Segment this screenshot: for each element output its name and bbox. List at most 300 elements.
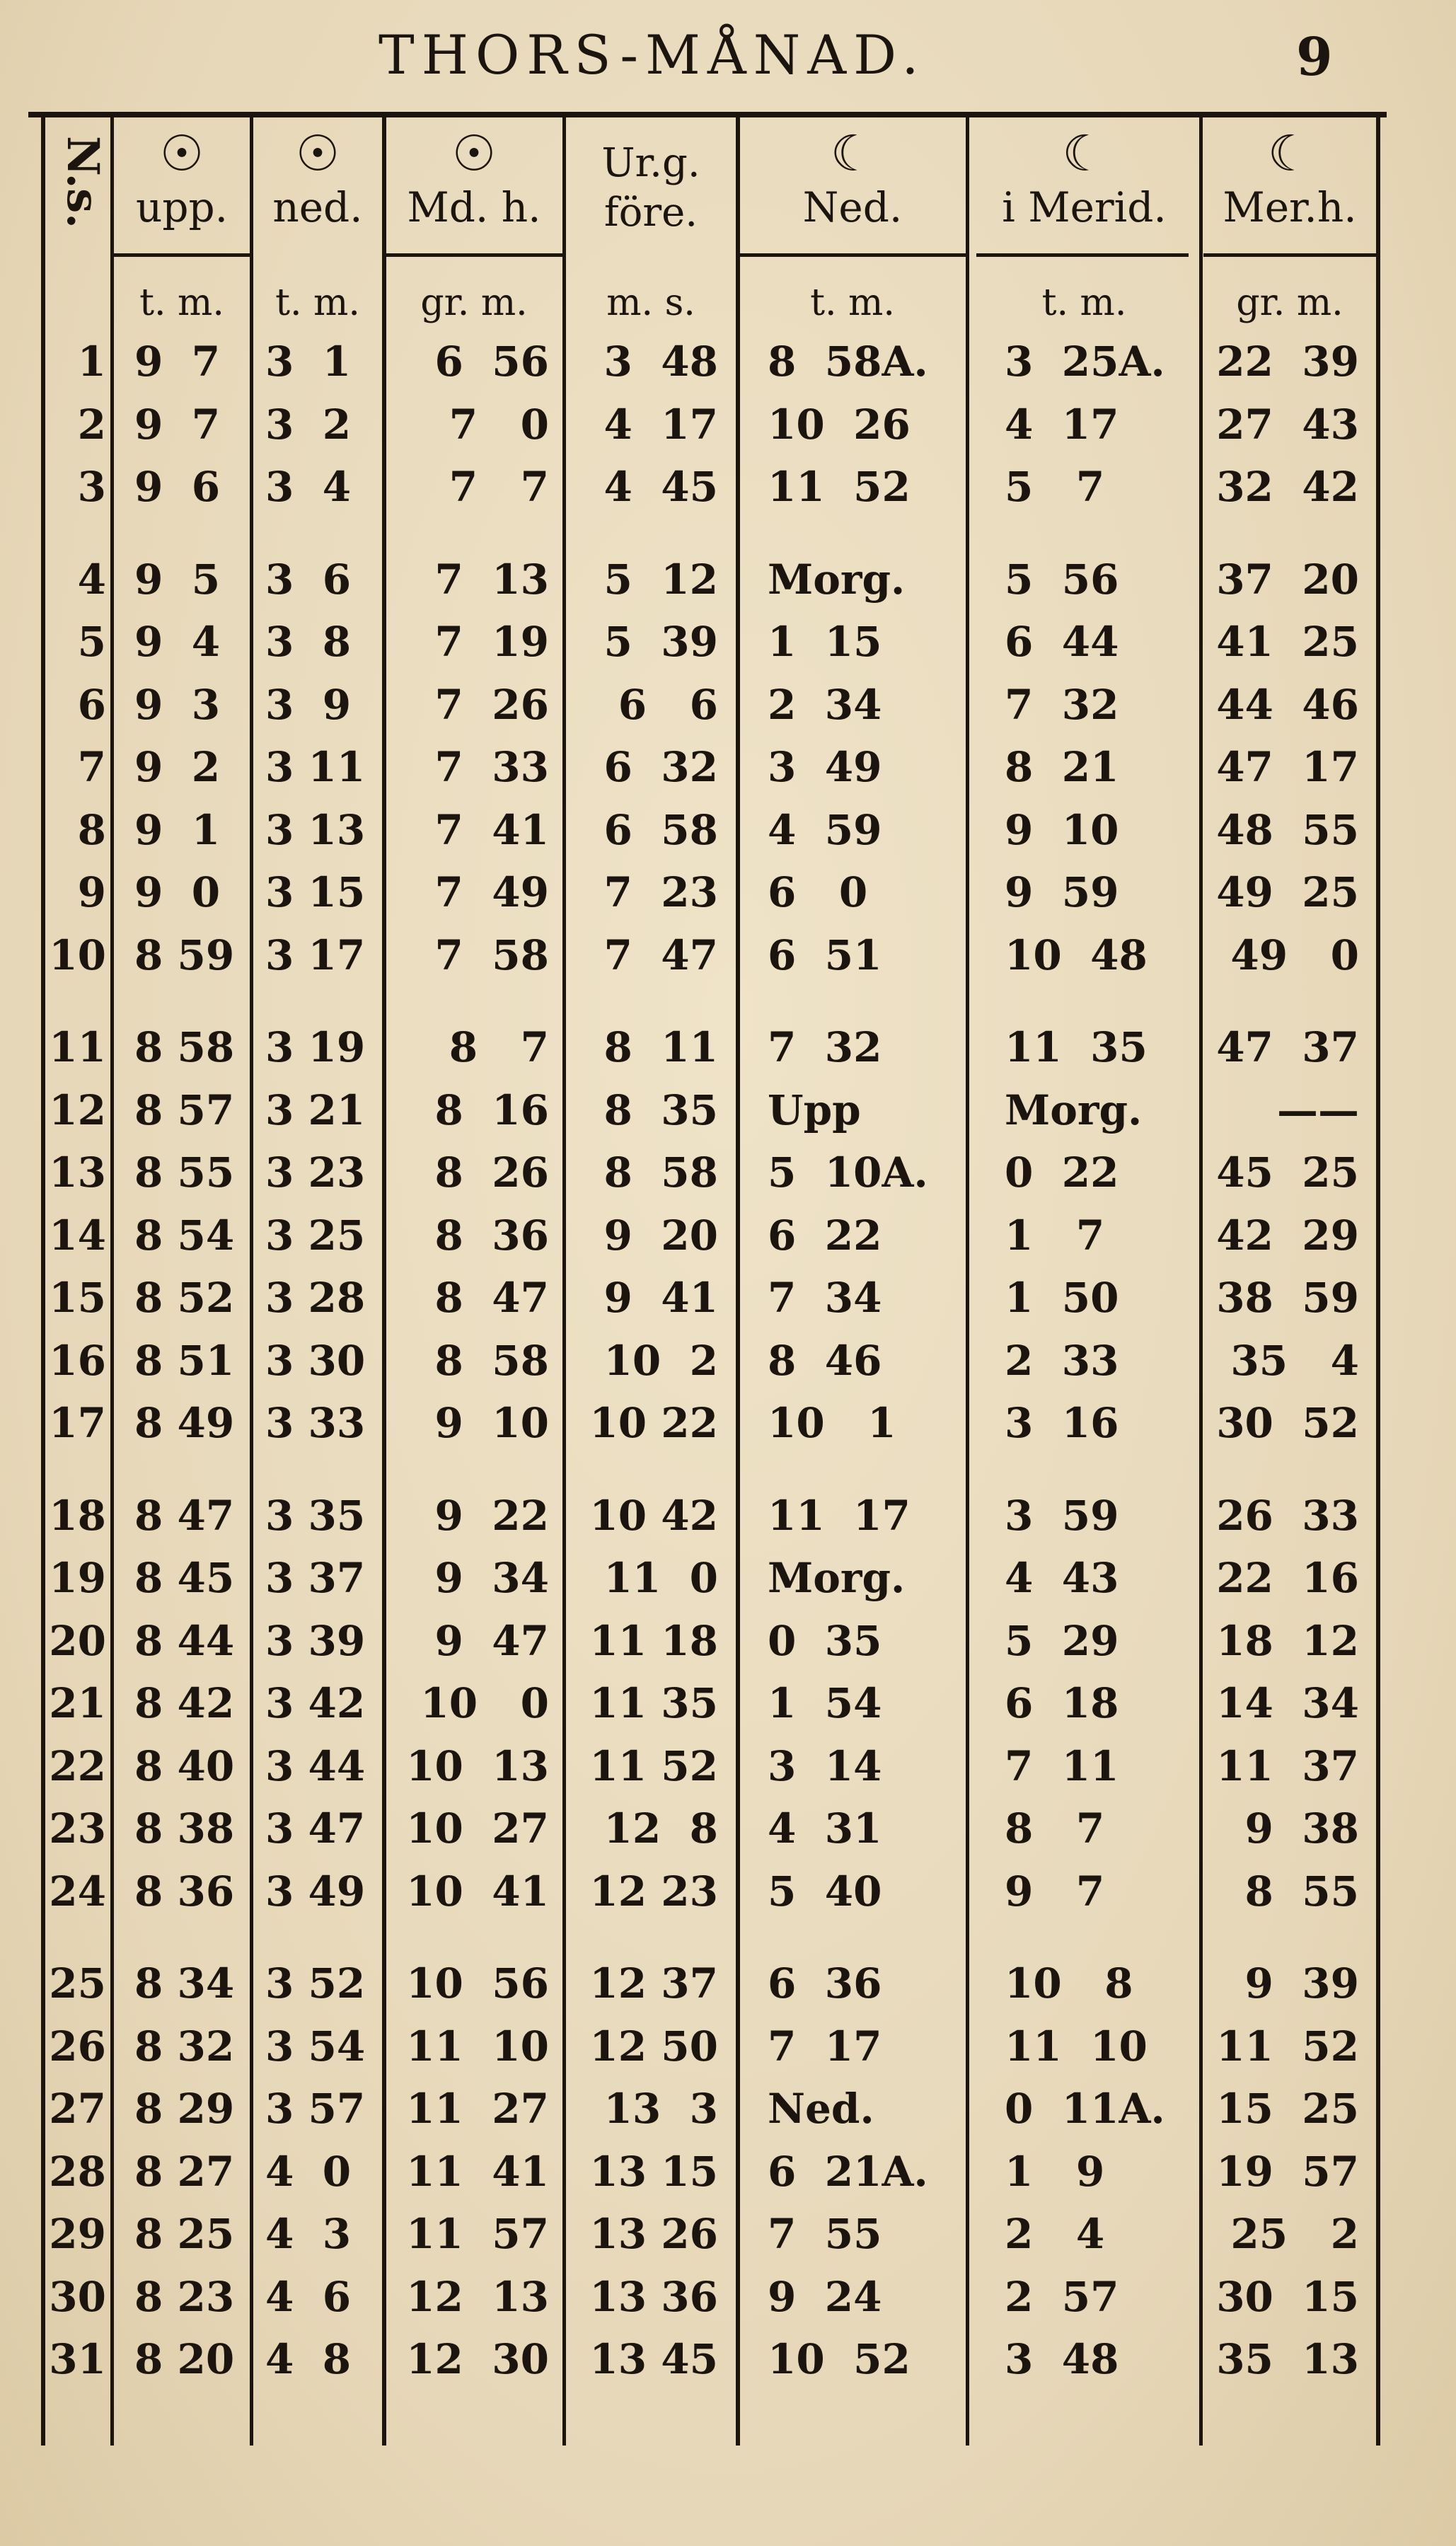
day-number: 14 — [49, 1211, 106, 1260]
table-cell: 30 52 — [1216, 1399, 1359, 1447]
table-cell: 9 4 — [134, 618, 221, 666]
table-cell: 8 25 — [134, 2210, 235, 2258]
col-header-moon-meridian: i Merid. — [1002, 183, 1167, 231]
table-cell: 9 10 — [1005, 805, 1119, 854]
table-cell: 5 39 — [603, 618, 718, 666]
table-cell: 8 7 — [1005, 1804, 1105, 1853]
table-cell: 5 29 — [1005, 1616, 1119, 1665]
table-cell: 5 10A. — [768, 1148, 928, 1197]
table-cell: 32 42 — [1216, 463, 1359, 511]
table-cell: 3 25 — [265, 1211, 366, 1260]
table-cell: 9 10 — [434, 1399, 549, 1447]
col-header-moon-altitude: Mer.h. — [1223, 183, 1357, 231]
table-cell: 7 13 — [434, 555, 549, 604]
table-cell: 8 38 — [134, 1804, 235, 1853]
table-cell: 35 4 — [1230, 1336, 1359, 1385]
table-cell: 47 37 — [1216, 1023, 1359, 1071]
table-cell: 13 3 — [603, 2085, 718, 2133]
table-cell: 1 54 — [768, 1679, 882, 1727]
table-cell: 37 20 — [1216, 555, 1359, 604]
table-cell: 3 37 — [265, 1554, 366, 1602]
table-cell: 4 45 — [603, 463, 718, 511]
table-cell: 10 22 — [589, 1399, 718, 1447]
table-cell: 11 35 — [1005, 1023, 1148, 1071]
table-cell: 3 13 — [265, 805, 366, 854]
table-cell: 6 51 — [768, 931, 882, 979]
table-cell: 10 52 — [768, 2335, 911, 2383]
table-cell: 11 0 — [603, 1554, 718, 1602]
table-cell: 8 36 — [134, 1867, 235, 1916]
table-row — [0, 1799, 1456, 1856]
table-cell: Upp — [768, 1085, 861, 1134]
table-cell: 8 20 — [134, 2335, 235, 2383]
table-row — [0, 1144, 1456, 1200]
table-cell: 10 2 — [603, 1336, 718, 1385]
day-number: 2 — [77, 400, 106, 449]
table-row — [0, 1394, 1456, 1451]
col-header-sunrise: upp. — [135, 183, 229, 231]
table-cell: 2 34 — [768, 680, 882, 729]
table-cell: 12 37 — [589, 1959, 718, 2008]
table-cell: 6 36 — [768, 1959, 882, 2008]
table-cell: 1 9 — [1005, 2147, 1105, 2196]
table-cell: 11 17 — [768, 1491, 911, 1540]
table-cell: 7 17 — [768, 2022, 882, 2070]
table-cell: 8 27 — [134, 2147, 235, 2196]
table-cell: 3 4 — [265, 463, 352, 511]
table-row — [0, 2080, 1456, 2136]
table-cell: 7 19 — [434, 618, 549, 666]
table-cell: 4 59 — [768, 805, 882, 854]
table-cell: 22 39 — [1216, 338, 1359, 386]
table-cell: 38 59 — [1216, 1274, 1359, 1322]
table-cell: 11 37 — [1216, 1741, 1359, 1790]
table-cell: 35 13 — [1216, 2335, 1359, 2383]
table-cell: 2 57 — [1005, 2272, 1119, 2321]
col-header-ns: N.s. — [57, 136, 109, 229]
table-cell: —— — [1277, 1085, 1359, 1134]
col-header-sun-altitude: Md. h. — [407, 183, 541, 231]
table-cell: 3 16 — [1005, 1399, 1119, 1447]
table-cell: 8 44 — [134, 1616, 235, 1665]
table-cell: 12 23 — [589, 1867, 718, 1916]
table-cell: 9 38 — [1244, 1804, 1359, 1853]
table-cell: 8 21 — [1005, 743, 1119, 791]
table-cell: 3 14 — [768, 1741, 882, 1790]
table-row — [0, 1206, 1456, 1263]
unit-clock: m. s. — [606, 282, 695, 324]
table-cell: 8 47 — [134, 1491, 235, 1540]
table-cell: 9 24 — [768, 2272, 882, 2321]
table-cell: 3 48 — [1005, 2335, 1119, 2383]
table-cell: 12 30 — [406, 2335, 549, 2383]
table-cell: 8 46 — [768, 1336, 882, 1385]
table-cell: 13 36 — [589, 2272, 718, 2321]
day-number: 4 — [77, 555, 106, 604]
table-cell: 7 58 — [434, 931, 549, 979]
table-cell: 8 47 — [434, 1274, 549, 1322]
table-cell: 3 59 — [1005, 1491, 1119, 1540]
table-cell: 3 48 — [603, 338, 718, 386]
table-row — [0, 333, 1456, 389]
day-number: 8 — [77, 805, 106, 854]
table-cell: 3 35 — [265, 1491, 366, 1540]
col-header-moonset: Ned. — [802, 183, 903, 231]
table-cell: 8 52 — [134, 1274, 235, 1322]
table-cell: 6 21A. — [768, 2147, 928, 2196]
table-cell: 9 41 — [603, 1274, 718, 1322]
table-cell: 8 55 — [1244, 1867, 1359, 1916]
table-cell: 4 6 — [265, 2272, 352, 2321]
table-row — [0, 1332, 1456, 1388]
page-number: 9 — [1296, 27, 1333, 88]
table-cell: 3 11 — [265, 743, 366, 791]
sun-altitude-icon: ☉ — [451, 125, 497, 183]
table-cell: 9 47 — [434, 1616, 549, 1665]
day-number: 7 — [77, 743, 106, 791]
table-cell: 8 45 — [134, 1554, 235, 1602]
table-cell: 42 29 — [1216, 1211, 1359, 1260]
day-number: 16 — [49, 1336, 106, 1385]
table-cell: Morg. — [1005, 1085, 1143, 1134]
sun-set-icon: ☉ — [295, 125, 340, 183]
table-cell: 3 42 — [265, 1679, 366, 1727]
day-number: 6 — [77, 680, 106, 729]
table-row — [0, 738, 1456, 795]
table-cell: 5 12 — [603, 555, 718, 604]
table-cell: Morg. — [768, 555, 906, 604]
day-number: 26 — [49, 2022, 106, 2070]
table-cell: 25 2 — [1230, 2210, 1359, 2258]
table-cell: 3 39 — [265, 1616, 366, 1665]
table-row — [0, 551, 1456, 607]
day-number: 30 — [49, 2272, 106, 2321]
table-row — [0, 1081, 1456, 1138]
table-cell: 6 56 — [434, 338, 549, 386]
table-cell: 9 39 — [1244, 1959, 1359, 2008]
table-cell: 8 58A. — [768, 338, 928, 386]
table-cell: 6 22 — [768, 1211, 882, 1260]
table-cell: 10 0 — [420, 1679, 549, 1727]
day-number: 24 — [49, 1867, 106, 1916]
table-cell: 8 49 — [134, 1399, 235, 1447]
day-number: 3 — [77, 463, 106, 511]
table-cell: 4 8 — [265, 2335, 352, 2383]
table-cell: 7 41 — [434, 805, 549, 854]
day-number: 1 — [77, 338, 106, 386]
table-cell: 8 7 — [449, 1023, 549, 1071]
table-cell: 11 52 — [768, 463, 911, 511]
table-row — [0, 1862, 1456, 1919]
day-number: 27 — [49, 2085, 106, 2133]
table-cell: 4 3 — [265, 2210, 352, 2258]
table-cell: 7 33 — [434, 743, 549, 791]
table-cell: 3 54 — [265, 2022, 366, 2070]
table-cell: 9 7 — [134, 400, 221, 449]
table-cell: 7 32 — [768, 1023, 882, 1071]
table-cell: 0 11A. — [1005, 2085, 1165, 2133]
table-cell: 5 56 — [1005, 555, 1119, 604]
table-row — [0, 2330, 1456, 2387]
moon-meridian-icon: ☾ — [1062, 125, 1107, 183]
table-cell: 4 0 — [265, 2147, 352, 2196]
day-number: 29 — [49, 2210, 106, 2258]
table-cell: 6 58 — [603, 805, 718, 854]
table-cell: 11 18 — [589, 1616, 718, 1665]
table-cell: 11 57 — [406, 2210, 549, 2258]
table-cell: 10 41 — [406, 1867, 549, 1916]
table-cell: 1 7 — [1005, 1211, 1105, 1260]
table-cell: 12 13 — [406, 2272, 549, 2321]
table-cell: 8 58 — [434, 1336, 549, 1385]
table-cell: 6 32 — [603, 743, 718, 791]
table-cell: 8 34 — [134, 1959, 235, 2008]
table-cell: 3 21 — [265, 1085, 366, 1134]
table-row — [0, 1269, 1456, 1325]
day-number: 21 — [49, 1679, 106, 1727]
day-number: 25 — [49, 1959, 106, 2008]
table-cell: 9 22 — [434, 1491, 549, 1540]
table-cell: 8 42 — [134, 1679, 235, 1727]
day-number: 20 — [49, 1616, 106, 1665]
table-cell: 8 32 — [134, 2022, 235, 2070]
table-cell: 13 15 — [589, 2147, 718, 2196]
table-cell: 3 23 — [265, 1148, 366, 1197]
table-cell: 8 11 — [603, 1023, 718, 1071]
table-cell: Ned. — [768, 2085, 874, 2133]
table-row — [0, 863, 1456, 920]
table-cell: 3 9 — [265, 680, 352, 729]
table-cell: 13 26 — [589, 2210, 718, 2258]
table-row — [0, 2205, 1456, 2262]
table-cell: 3 15 — [265, 868, 366, 916]
col-header-sunset: ned. — [272, 183, 363, 231]
unit-sunrise: t. m. — [139, 282, 224, 324]
table-cell: 14 34 — [1216, 1679, 1359, 1727]
table-row — [0, 1954, 1456, 2011]
table-cell: 8 29 — [134, 2085, 235, 2133]
table-cell: 18 12 — [1216, 1616, 1359, 1665]
table-cell: 3 57 — [265, 2085, 366, 2133]
table-row — [0, 2017, 1456, 2074]
table-cell: 3 52 — [265, 1959, 366, 2008]
table-cell: 8 58 — [603, 1148, 718, 1197]
table-cell: 49 25 — [1216, 868, 1359, 916]
table-cell: 1 50 — [1005, 1274, 1119, 1322]
table-cell: 2 33 — [1005, 1336, 1119, 1385]
table-cell: 7 32 — [1005, 680, 1119, 729]
table-cell: 9 1 — [134, 805, 221, 854]
table-cell: 8 57 — [134, 1085, 235, 1134]
day-number: 5 — [77, 618, 106, 666]
table-cell: 8 40 — [134, 1741, 235, 1790]
table-cell: 47 17 — [1216, 743, 1359, 791]
table-row — [0, 926, 1456, 983]
table-cell: 0 35 — [768, 1616, 882, 1665]
table-cell: 11 35 — [589, 1679, 718, 1727]
col-header-clock: Ur.g. före. — [601, 140, 700, 236]
table-cell: 7 49 — [434, 868, 549, 916]
table-cell: 7 47 — [603, 931, 718, 979]
table-cell: 6 18 — [1005, 1679, 1119, 1727]
table-cell: 9 3 — [134, 680, 221, 729]
table-cell: 3 30 — [265, 1336, 366, 1385]
table-cell: 11 52 — [1216, 2022, 1359, 2070]
table-cell: 6 6 — [618, 680, 718, 729]
table-cell: 4 17 — [1005, 400, 1119, 449]
table-cell: 4 43 — [1005, 1554, 1119, 1602]
moon-set-icon: ☾ — [830, 125, 875, 183]
table-cell: 8 59 — [134, 931, 235, 979]
table-cell: 3 1 — [265, 338, 352, 386]
unit-sun-altitude: gr. m. — [420, 282, 528, 324]
table-cell: 48 55 — [1216, 805, 1359, 854]
table-cell: 41 25 — [1216, 618, 1359, 666]
table-cell: 10 1 — [768, 1399, 896, 1447]
table-row — [0, 2268, 1456, 2325]
table-cell: 7 34 — [768, 1274, 882, 1322]
table-cell: 3 28 — [265, 1274, 366, 1322]
table-cell: 8 36 — [434, 1211, 549, 1260]
table-row — [0, 1549, 1456, 1606]
table-cell: 9 7 — [1005, 1867, 1105, 1916]
table-cell: 12 50 — [589, 2022, 718, 2070]
table-cell: 12 8 — [603, 1804, 718, 1853]
table-cell: 9 59 — [1005, 868, 1119, 916]
table-row — [0, 2143, 1456, 2199]
table-row — [0, 676, 1456, 732]
table-cell: 9 5 — [134, 555, 221, 604]
table-cell: 10 8 — [1005, 1959, 1133, 2008]
table-cell: 13 45 — [589, 2335, 718, 2383]
table-row — [0, 1018, 1456, 1075]
table-cell: 5 40 — [768, 1867, 882, 1916]
table-cell: 10 13 — [406, 1741, 549, 1790]
day-number: 12 — [49, 1085, 106, 1134]
table-cell: 7 26 — [434, 680, 549, 729]
table-cell: 15 25 — [1216, 2085, 1359, 2133]
table-cell: 10 48 — [1005, 931, 1148, 979]
table-cell: 10 42 — [589, 1491, 718, 1540]
table-cell: 44 46 — [1216, 680, 1359, 729]
table-cell: 5 7 — [1005, 463, 1105, 511]
table-cell: 9 0 — [134, 868, 221, 916]
table-cell: 3 25A. — [1005, 338, 1165, 386]
table-cell: 1 15 — [768, 618, 882, 666]
table-cell: 0 22 — [1005, 1148, 1119, 1197]
unit-moon-altitude: gr. m. — [1236, 282, 1344, 324]
table-cell: 9 7 — [134, 338, 221, 386]
table-row — [0, 1674, 1456, 1731]
table-cell: 8 35 — [603, 1085, 718, 1134]
table-cell: 7 0 — [449, 400, 549, 449]
day-number: 31 — [49, 2335, 106, 2383]
day-number: 13 — [49, 1148, 106, 1197]
table-cell: 22 16 — [1216, 1554, 1359, 1602]
table-cell: 3 33 — [265, 1399, 366, 1447]
table-cell: 11 52 — [589, 1741, 718, 1790]
table-cell: 10 56 — [406, 1959, 549, 2008]
table-cell: 27 43 — [1216, 400, 1359, 449]
table-cell: 3 49 — [768, 743, 882, 791]
day-number: 18 — [49, 1491, 106, 1540]
table-cell: 3 6 — [265, 555, 352, 604]
unit-moonset: t. m. — [810, 282, 895, 324]
table-cell: 7 23 — [603, 868, 718, 916]
table-cell: 3 44 — [265, 1741, 366, 1790]
table-cell: 3 8 — [265, 618, 352, 666]
table-row — [0, 458, 1456, 514]
table-row — [0, 1487, 1456, 1543]
table-cell: 7 55 — [768, 2210, 882, 2258]
table-cell: 4 31 — [768, 1804, 882, 1853]
table-cell: 9 6 — [134, 463, 221, 511]
table-row — [0, 801, 1456, 858]
day-number: 9 — [77, 868, 106, 916]
table-cell: 11 41 — [406, 2147, 549, 2196]
unit-moon-meridian: t. m. — [1041, 282, 1127, 324]
day-number: 15 — [49, 1274, 106, 1322]
table-cell: 9 34 — [434, 1554, 549, 1602]
table-cell: 30 15 — [1216, 2272, 1359, 2321]
day-number: 28 — [49, 2147, 106, 2196]
table-cell: 9 20 — [603, 1211, 718, 1260]
table-cell: 6 44 — [1005, 618, 1119, 666]
table-row — [0, 396, 1456, 452]
table-row — [0, 613, 1456, 669]
page-title: THORS-MÅNAD. — [379, 23, 926, 86]
table-cell: 10 26 — [768, 400, 911, 449]
table-row — [0, 1737, 1456, 1794]
table-cell: 26 33 — [1216, 1491, 1359, 1540]
table-cell: 2 4 — [1005, 2210, 1105, 2258]
table-cell: 3 19 — [265, 1023, 366, 1071]
day-number: 19 — [49, 1554, 106, 1602]
day-number: 23 — [49, 1804, 106, 1853]
table-cell: 11 10 — [406, 2022, 549, 2070]
table-cell: 8 23 — [134, 2272, 235, 2321]
table-cell: 11 10 — [1005, 2022, 1148, 2070]
table-cell: 7 7 — [449, 463, 549, 511]
table-cell: 8 16 — [434, 1085, 549, 1134]
day-number: 11 — [49, 1023, 106, 1071]
table-cell: 11 27 — [406, 2085, 549, 2133]
table-cell: 8 51 — [134, 1336, 235, 1385]
table-cell: 3 17 — [265, 931, 366, 979]
table-cell: 3 2 — [265, 400, 352, 449]
day-number: 22 — [49, 1741, 106, 1790]
table-cell: 45 25 — [1216, 1148, 1359, 1197]
table-cell: 3 47 — [265, 1804, 366, 1853]
table-cell: 8 55 — [134, 1148, 235, 1197]
table-cell: 9 2 — [134, 743, 221, 791]
sun-rise-icon: ☉ — [159, 125, 204, 183]
table-cell: 4 17 — [603, 400, 718, 449]
table-cell: 6 0 — [768, 868, 868, 916]
table-cell: 3 49 — [265, 1867, 366, 1916]
table-cell: 10 27 — [406, 1804, 549, 1853]
table-cell: 8 54 — [134, 1211, 235, 1260]
table-cell: Morg. — [768, 1554, 906, 1602]
moon-altitude-icon: ☾ — [1267, 125, 1312, 183]
table-cell: 8 58 — [134, 1023, 235, 1071]
table-cell: 7 11 — [1005, 1741, 1119, 1790]
day-number: 17 — [49, 1399, 106, 1447]
table-cell: 8 26 — [434, 1148, 549, 1197]
unit-sunset: t. m. — [275, 282, 360, 324]
table-row — [0, 1612, 1456, 1669]
day-number: 10 — [49, 931, 106, 979]
